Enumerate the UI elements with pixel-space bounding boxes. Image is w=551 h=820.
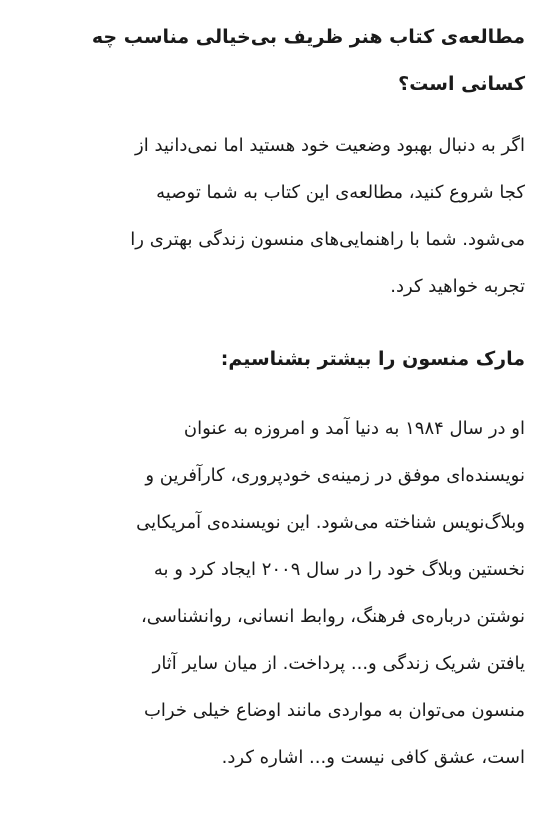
paragraph-line: است، عشق کافی نیست و... اشاره کرد. xyxy=(221,747,525,768)
section-heading-who-should-read xyxy=(26,14,525,108)
paragraph-line: نوشتن درباره‌ی فرهنگ، روابط انسانی، روانشناسی، xyxy=(140,606,525,627)
paragraph-line: او در سال ۱۹۸۴ به دنیا آمد و امروزه به عنوان xyxy=(183,418,525,439)
section-heading-about-author xyxy=(26,336,525,383)
paragraph-line: یافتن شریک زندگی و... پرداخت. از میان سایر آثار xyxy=(152,653,525,674)
paragraph-line: نخستین وبلاگ خود را در سال ۲۰۰۹ ایجاد کرد و به xyxy=(153,559,525,580)
paragraph-line: وبلاگ‌نویس شناخته می‌شود. این نویسنده‌ی آمریکایی xyxy=(136,512,525,533)
section-paragraph-who-should-read xyxy=(26,122,525,310)
heading-line: مطالعه‌ی کتاب هنر ظریف بی‌خیالی مناسب چه xyxy=(91,26,525,48)
paragraph-line: تجربه خواهید کرد. xyxy=(390,276,525,297)
heading-line: مارک منسون را بیشتر بشناسیم: xyxy=(220,348,525,370)
paragraph-line: کجا شروع کنید، مطالعه‌ی این کتاب به شما توصیه xyxy=(156,182,525,203)
section-paragraph-about-author xyxy=(26,405,525,781)
paragraph-line: می‌شود. شما با راهنمایی‌های منسون زندگی بهتری را xyxy=(130,229,525,250)
paragraph-line: منسون می‌توان به مواردی مانند اوضاع خیلی خراب xyxy=(143,700,525,721)
heading-line: کسانی است؟ xyxy=(398,73,525,95)
paragraph-line: اگر به دنبال بهبود وضعیت خود هستید اما نمی‌دانید از xyxy=(135,135,525,156)
paragraph-line: نویسنده‌ای موفق در زمینه‌ی خودپروری، کارآفرین و xyxy=(145,465,525,486)
